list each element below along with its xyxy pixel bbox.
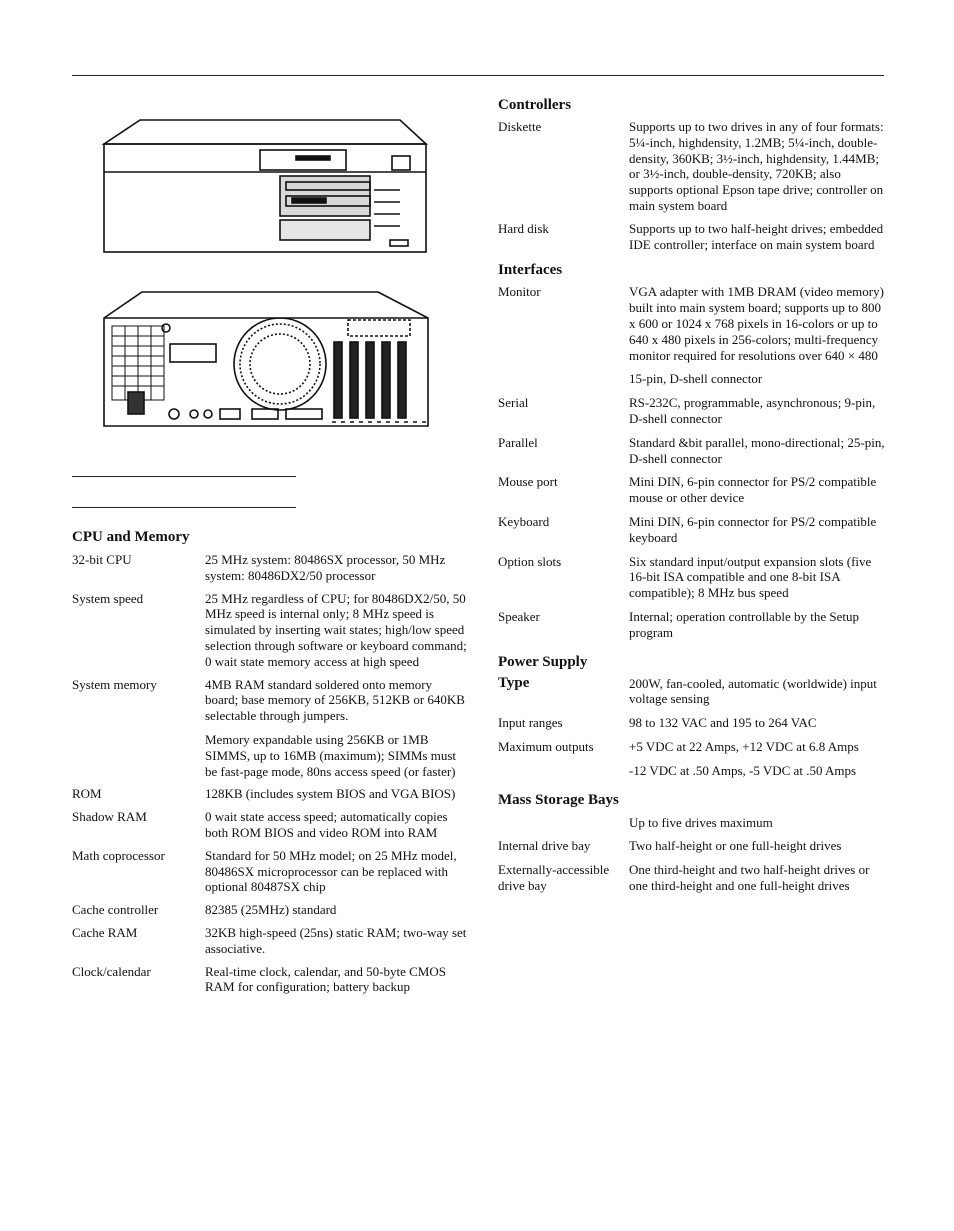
- spec-label: Cache RAM: [72, 924, 138, 940]
- spec-value: Standard for 50 MHz model; on 25 MHz model, 80486SX microprocessor can be replaced with optional 80487SX chip: [205, 847, 457, 895]
- spec-row: [72, 786, 468, 802]
- spec-value: -12 VDC at .50 Amps, -5 VDC at .50 Amps: [629, 762, 857, 778]
- spec-label: 32-bit CPU: [72, 552, 132, 567]
- spec-label: Shadow RAM: [72, 809, 147, 825]
- spec-row: [498, 221, 886, 253]
- spec-value: 200W, fan-cooled, automatic (worldwide) input voltage sensing: [629, 675, 877, 707]
- spec-row: [498, 676, 886, 708]
- spec-label: Monitor: [498, 284, 541, 300]
- spec-row: [498, 284, 886, 387]
- spec-row: [498, 514, 886, 546]
- spec-row: [72, 964, 468, 996]
- spec-value: +5 VDC at 22 Amps, +12 VDC at 6.8 Amps: [629, 738, 859, 754]
- spec-row: [72, 902, 468, 918]
- section-heading: Interfaces: [498, 262, 563, 279]
- section-heading: CPU and Memory: [72, 529, 190, 545]
- spec-row: [498, 474, 886, 506]
- spec-value: 128KB (includes system BIOS and VGA BIOS): [205, 786, 456, 802]
- spec-label: Math coprocessor: [72, 847, 165, 863]
- spec-value: Mini DIN, 6-pin connector for PS/2 compatible mouse or other device: [629, 474, 877, 506]
- spec-label: Speaker: [498, 608, 540, 624]
- rear-view-illustration: [102, 290, 430, 432]
- spec-value: 82385 (25MHz) standard: [205, 902, 337, 918]
- spec-row: [498, 395, 886, 427]
- spec-label: Clock/calendar: [72, 963, 151, 979]
- spec-label: Parallel: [498, 434, 538, 450]
- spec-value: Supports up to two drives in any of four formats: 5¼-inch, highdensity, 1.2MB; 5¼-inch, double-density, 360KB; 3½-inch, highdensity, 1.44MB; or 3½-inch, double-density, 720KB; also supports optional Epson tape drive; controller on main system board: [629, 119, 884, 213]
- spec-label: System speed: [72, 590, 144, 606]
- right-column: [498, 96, 886, 894]
- spec-label: Diskette: [498, 119, 542, 134]
- spec-row: [72, 809, 468, 841]
- spec-row: [498, 119, 886, 214]
- spec-value: One third-height and two half-height drives or one third-height and one full-height drives: [629, 862, 870, 893]
- spec-value: Six standard input/output expansion slots (five 16-bit ISA compatible and one 8-bit ISA compatible); 8 MHz bus speed: [629, 553, 872, 601]
- spec-label: Maximum outputs: [498, 738, 594, 754]
- cpu-memory-section: [72, 528, 468, 995]
- front-view-illustration: [100, 116, 430, 258]
- spec-value: RS-232C, programmable, asynchronous; 9-pin, D-shell connector: [629, 395, 876, 426]
- spec-row: [498, 435, 886, 467]
- spec-label: ROM: [72, 786, 102, 802]
- section-heading: Mass Storage Bays: [498, 791, 619, 808]
- spec-row: [498, 815, 886, 831]
- spec-label: Externally-accessible drive bay: [498, 862, 610, 893]
- spec-row: [498, 862, 886, 894]
- spec-label: Keyboard: [498, 513, 550, 529]
- spec-row: [72, 552, 468, 584]
- divider-rule: [72, 476, 296, 477]
- section-heading: Power Supply: [498, 653, 588, 670]
- spec-value: Real-time clock, calendar, and 50-byte CMOS RAM for configuration; battery backup: [205, 963, 446, 995]
- spec-value: 25 MHz system: 80486SX processor, 50 MHz system: 80486DX2/50 processor: [205, 552, 446, 583]
- spec-row: [498, 739, 886, 779]
- spec-label: Mouse port: [498, 474, 558, 490]
- spec-value: 0 wait state access speed; automatically copies both ROM BIOS and video ROM into RAM: [205, 809, 448, 840]
- spec-row: [498, 715, 886, 731]
- spec-value: 15-pin, D-shell connector: [629, 371, 763, 387]
- spec-label: Input ranges: [498, 715, 563, 731]
- spec-row: [72, 925, 468, 957]
- divider-rule: [72, 507, 296, 508]
- spec-label: System memory: [72, 676, 157, 692]
- spec-label: Option slots: [498, 553, 562, 569]
- spec-value: 98 to 132 VAC and 195 to 264 VAC: [629, 715, 817, 731]
- spec-row: [498, 838, 886, 854]
- spec-value: Standard &bit parallel, mono-directional; 25-pin, D-shell connector: [629, 434, 885, 466]
- spec-value: Internal; operation controllable by the Setup program: [629, 608, 859, 640]
- spec-label: Cache controller: [72, 902, 159, 918]
- top-rule: [72, 75, 884, 76]
- spec-row: [72, 677, 468, 780]
- spec-row: [498, 609, 886, 641]
- spec-label: Hard disk: [498, 220, 549, 236]
- spec-row: [72, 848, 468, 895]
- spec-value: Up to five drives maximum: [629, 814, 773, 830]
- spec-value: VGA adapter with 1MB DRAM (video memory) built into main system board; supports up to 800 x 600 or 1024 x 768 pixels in 16-colors or up to 640 x 480 pixels in 256-colors; multi-frequency monitor required for resolutions over 640 × 480: [629, 284, 884, 363]
- spec-value: 25 MHz regardless of CPU; for 80486DX2/50, 50 MHz speed is internal only; 8 MHz speed is simulated by inserting wait states; high/low speed selection through software or keyboard command; 0 wait state memory access at high speed: [205, 590, 467, 669]
- spec-value: Mini DIN, 6-pin connector for PS/2 compatible keyboard: [629, 513, 877, 545]
- spec-value: 32KB high-speed (25ns) static RAM; two-way set associative.: [205, 924, 467, 956]
- spec-row: [72, 591, 468, 670]
- section-heading: Controllers: [498, 97, 572, 113]
- spec-row: [498, 554, 886, 601]
- spec-value: Memory expandable using 256KB or 1MB SIMMS, up to 16MB (maximum); SIMMs must be fast-page mode, 80ns access speed (or faster): [205, 731, 457, 779]
- spec-value: 4MB RAM standard soldered onto memory board; base memory of 256KB, 512KB or 640KB selectable through jumpers.: [205, 676, 465, 724]
- spec-label: Internal drive bay: [498, 838, 591, 854]
- spec-label: Type: [498, 674, 530, 691]
- spec-value: Two half-height or one full-height drives: [629, 838, 842, 854]
- spec-label: Serial: [498, 395, 529, 411]
- spec-value: Supports up to two half-height drives; embedded IDE controller; interface on main system board: [629, 220, 884, 252]
